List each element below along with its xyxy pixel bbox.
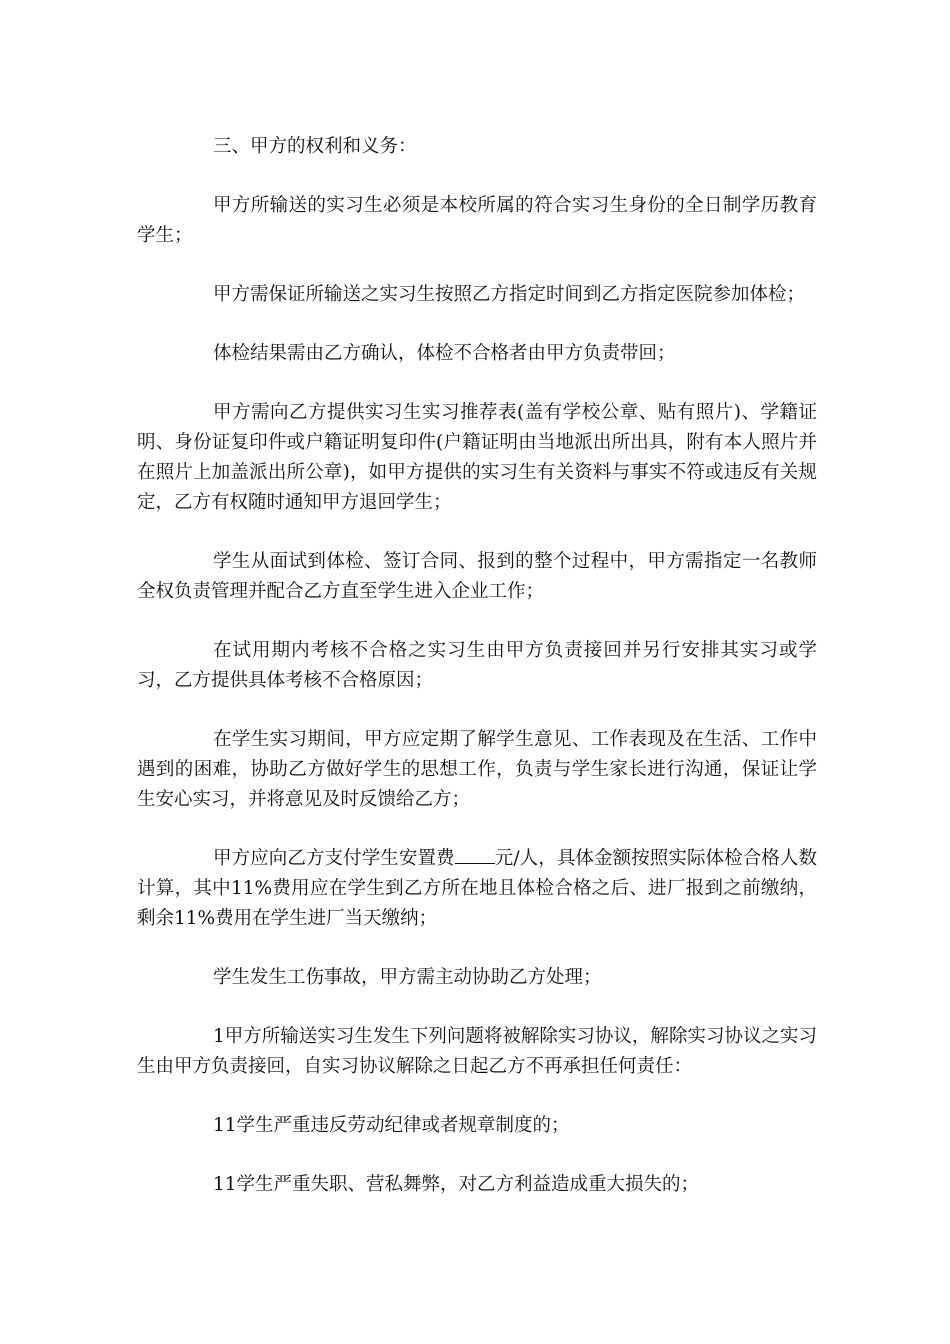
paragraph-6: 在试用期内考核不合格之实习生由甲方负责接回并另行安排其实习或学习，乙方提供具体考核不合格原因； xyxy=(137,640,817,691)
paragraph-1: 甲方所输送的实习生必须是本校所属的符合实习生身份的全日制学历教育学生； xyxy=(137,195,817,246)
paragraph-9: 学生发生工伤事故，甲方需主动协助乙方处理； xyxy=(213,967,602,988)
paragraph-2: 甲方需保证所输送之实习生按照乙方指定时间到乙方指定医院参加体检； xyxy=(213,284,806,305)
fee-text-before: 甲方应向乙方支付学生安置费 xyxy=(213,848,455,869)
fee-text-after: 元/人，具体金额按照实际体检合格人数计算，其中11%费用应在学生到乙方所在地且体检合格之后、进厂报到之前缴纳，剩余11%费用在学生进厂当天缴纳； xyxy=(137,848,817,929)
paragraph-10: 1甲方所输送实习生发生下列问题将被解除实习协议，解除实习协议之实习生由甲方负责接回，自实习协议解除之日起乙方不再承担任何责任： xyxy=(137,1026,817,1077)
document-body xyxy=(137,132,817,1229)
list-item-2: 11学生严重失职、营私舞弊，对乙方利益造成重大损失的； xyxy=(213,1174,700,1195)
paragraph-7: 在学生实习期间，甲方应定期了解学生意见、工作表现及在生活、工作中遇到的困难，协助乙方做好学生的思想工作，负责与学生家长进行沟通，保证让学生安心实习，并将意见及时反馈给乙方； xyxy=(137,729,817,810)
list-item-1: 11学生严重违反劳动纪律或者规章制度的； xyxy=(213,1115,570,1136)
fee-paragraph xyxy=(137,844,817,934)
paragraph-3: 体检结果需由乙方确认，体检不合格者由甲方负责带回； xyxy=(213,343,676,364)
fee-amount-blank xyxy=(455,845,495,864)
paragraph-4: 甲方需向乙方提供实习生实习推荐表(盖有学校公章、贴有照片)、学籍证明、身份证复印件或户籍证明复印件(户籍证明由当地派出所出具，附有本人照片并在照片上加盖派出所公章)，如甲方提供的实习生有关资料与事实不符或违反有关规定，乙方有权随时通知甲方退回学生； xyxy=(137,402,817,513)
section-heading: 三、甲方的权利和义务： xyxy=(213,136,417,157)
paragraph-5: 学生从面试到体检、签订合同、报到的整个过程中，甲方需指定一名教师全权负责管理并配合乙方直至学生进入企业工作； xyxy=(137,551,817,602)
